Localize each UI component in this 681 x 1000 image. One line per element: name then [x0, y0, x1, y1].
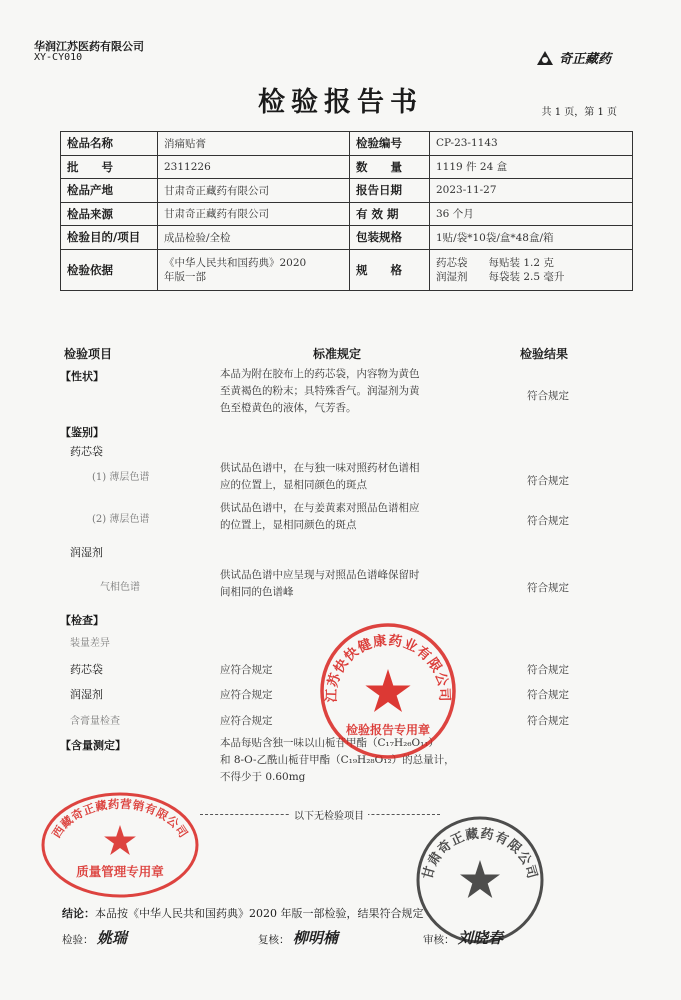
reviewer-label: 复核： [258, 934, 290, 946]
col-item-header: 检验项目 [64, 347, 113, 361]
check-result-2: 符合规定 [527, 689, 569, 701]
traits-result: 符合规定 [527, 390, 569, 402]
check-standard-2: 应符合规定 [220, 689, 273, 701]
document-code: XY-CY010 [34, 52, 83, 63]
end-note: 以下无检验项目 [290, 807, 368, 822]
brand-mark-icon [535, 49, 555, 67]
conclusion-text: 本品按《中华人民共和国药典》2020 年版一部检验，结果符合规定 [95, 907, 424, 920]
spec-line: 润湿剂 每袋装 2.5 毫升 [436, 270, 565, 283]
purpose-value: 成品检验/全检 [158, 226, 350, 250]
info-row [61, 132, 633, 156]
no-label: 检验编号 [350, 132, 430, 156]
reviewer-signature: 柳明楠 [292, 929, 338, 947]
std-line: 色至橙黄色的液体，气芳香。 [220, 402, 357, 414]
reviewer-block [258, 927, 338, 948]
svg-text:甘肃奇正藏药有限公司: 甘肃奇正藏药有限公司 [420, 826, 540, 882]
std-line: 至黄褐色的粉末；具特殊香气。润湿剂为黄 [220, 385, 420, 397]
info-table [60, 131, 633, 291]
check-sub-wet: 润湿剂 [70, 688, 103, 701]
ident-standard-2 [220, 500, 465, 534]
section-check: 【检查】 [60, 614, 104, 627]
check-result-3: 符合规定 [527, 715, 569, 727]
check-result-1: 符合规定 [527, 664, 569, 676]
section-ident: 【鉴别】 [60, 426, 104, 439]
qty-value: 1119 件 24 盒 [430, 155, 633, 179]
std-line: 本品为附在胶布上的药芯袋，内容物为黄色 [220, 368, 420, 380]
std-line: 供试品色谱中，在与独一味对照药材色谱相 [220, 462, 420, 474]
origin-label: 检品产地 [61, 179, 158, 203]
source-label: 检品来源 [61, 202, 158, 226]
svg-text:质量管理专用章: 质量管理专用章 [76, 864, 164, 879]
section-traits: 【性状】 [60, 370, 104, 383]
inspection-report-seal [318, 621, 458, 761]
ident-item-2: (2) 薄层色谱 [92, 514, 150, 525]
ident-standard-1 [220, 460, 465, 494]
name-label: 检品名称 [61, 132, 158, 156]
col-standard-header: 标准规定 [313, 347, 362, 361]
page-info: 共 1 页，第 1 页 [541, 107, 617, 118]
brand-logo [535, 48, 611, 67]
traits-standard [220, 366, 465, 417]
basis-value [158, 249, 350, 290]
std-line: 不得少于 0.60mg [220, 771, 306, 783]
info-row [61, 202, 633, 226]
inspector-signature: 姚瑞 [96, 929, 127, 947]
pack-value: 1贴/袋*10袋/盒*48盒/箱 [430, 226, 633, 250]
ident-result-1: 符合规定 [527, 475, 569, 487]
source-value: 甘肃奇正藏药有限公司 [158, 202, 350, 226]
validity-value: 36 个月 [430, 202, 633, 226]
ident-standard-3 [220, 567, 465, 601]
ident-item-3: 气相色谱 [100, 582, 140, 593]
purpose-label: 检验目的/项目 [61, 226, 158, 250]
std-line: 应的位置上，显相同颜色的斑点 [220, 479, 367, 491]
basis-line: 年版一部 [164, 270, 206, 283]
section-assay: 【含量测定】 [60, 739, 126, 752]
auditor-label: 审核： [423, 934, 455, 946]
manufacturer-seal [415, 815, 545, 945]
svg-text:江苏快快健康药业有限公司: 江苏快快健康药业有限公司 [323, 632, 453, 703]
inspector-block [62, 927, 127, 948]
check-item-0: 装量差异 [70, 638, 110, 649]
date-value: 2023-11-27 [430, 179, 633, 203]
conclusion [62, 905, 424, 921]
info-row [61, 155, 633, 179]
ident-sub-core: 药芯袋 [70, 445, 103, 458]
svg-text:西藏奇正藏药营销有限公司: 西藏奇正藏药营销有限公司 [49, 796, 191, 841]
basis-label: 检验依据 [61, 249, 158, 290]
std-line: 供试品色谱中，在与姜黄素对照品色谱相应 [220, 502, 420, 514]
check-standard-1: 应符合规定 [220, 664, 273, 676]
check-standard-3: 应符合规定 [220, 715, 273, 727]
info-row [61, 249, 633, 290]
auditor-signature: 刘晓春 [457, 929, 503, 947]
check-sub-core: 药芯袋 [70, 663, 103, 676]
ident-item-1: (1) 薄层色谱 [92, 472, 150, 483]
validity-label: 有 效 期 [350, 202, 430, 226]
qty-label: 数 量 [350, 155, 430, 179]
basis-line: 《中华人民共和国药典》2020 [164, 256, 307, 269]
batch-value: 2311226 [158, 155, 350, 179]
ident-result-3: 符合规定 [527, 582, 569, 594]
std-line: 和 8-O-乙酰山栀苷甲酯（C₁₉H₂₈O₁₂）的总量计， [220, 754, 455, 766]
auditor-block [423, 927, 503, 948]
info-row [61, 226, 633, 250]
no-value: CP-23-1143 [430, 132, 633, 156]
inspector-label: 检验： [62, 934, 94, 946]
quality-management-seal [40, 790, 200, 900]
spec-label: 规 格 [350, 249, 430, 290]
info-row [61, 179, 633, 203]
spec-line: 药芯袋 每贴装 1.2 克 [436, 256, 554, 269]
spec-value [430, 249, 633, 290]
batch-label: 批 号 [61, 155, 158, 179]
ident-result-2: 符合规定 [527, 515, 569, 527]
origin-value: 甘肃奇正藏药有限公司 [158, 179, 350, 203]
pack-label: 包装规格 [350, 226, 430, 250]
date-label: 报告日期 [350, 179, 430, 203]
std-line: 供试品色谱中应呈现与对照品色谱峰保留时 [220, 569, 420, 581]
report-title: 检验报告书 [258, 87, 423, 118]
conclusion-label: 结论： [62, 907, 95, 920]
svg-text:检验报告专用章: 检验报告专用章 [345, 723, 431, 737]
std-line: 间相同的色谱峰 [220, 586, 294, 598]
name-value: 消痛贴膏 [158, 132, 350, 156]
std-line: 本品每贴含独一味以山栀苷甲酯（C₁₇H₂₆O₁₁） [220, 737, 440, 749]
ident-sub-wet: 润湿剂 [70, 546, 103, 559]
logo-text: 奇正藏药 [559, 52, 612, 67]
company-name: 华润江苏医药有限公司 [34, 40, 144, 53]
check-item-3: 含膏量检查 [70, 716, 120, 727]
std-line: 的位置上，显相同颜色的斑点 [220, 519, 357, 531]
col-result-header: 检验结果 [520, 347, 569, 361]
